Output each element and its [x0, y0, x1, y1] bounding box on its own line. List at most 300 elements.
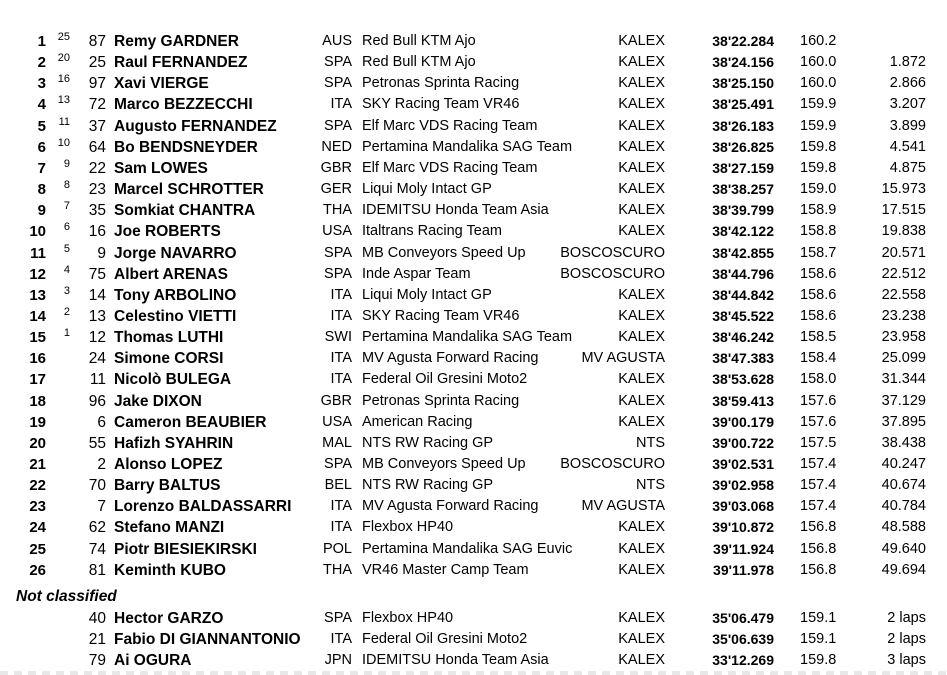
rider-number-cell: 11 [89, 371, 106, 388]
position-cell: 24 [29, 519, 46, 536]
nation-cell: USA [322, 223, 352, 239]
not-classified-row [0, 608, 947, 629]
points-cell: 7 [63, 200, 70, 212]
team-cell: Petronas Sprinta Racing [362, 393, 520, 409]
team-cell: Petronas Sprinta Racing [362, 75, 520, 91]
rider-number-cell: 37 [88, 118, 106, 135]
gap-cell: 3 laps [887, 652, 926, 668]
speed-cell: 157.6 [800, 414, 837, 430]
rider-name-cell: Barry BALTUS [114, 477, 221, 494]
result-row [0, 31, 947, 52]
speed-cell: 160.2 [800, 33, 837, 49]
rider-number-cell: 62 [88, 519, 106, 536]
manufacturer-cell: MV AGUSTA [581, 498, 665, 514]
rider-name-cell: Raul FERNANDEZ [114, 54, 248, 71]
rider-name-cell: Hector GARZO [114, 610, 224, 627]
race-time-cell: 38'59.413 [712, 393, 774, 409]
result-row [0, 475, 947, 496]
gap-cell: 4.541 [889, 139, 926, 155]
speed-cell: 159.0 [800, 181, 837, 197]
position-cell: 22 [29, 477, 46, 494]
points-cell: 9 [63, 158, 70, 170]
rider-name-cell: Thomas LUTHI [114, 329, 224, 346]
result-row [0, 179, 947, 200]
nation-cell: SPA [324, 118, 352, 134]
race-time-cell: 38'44.842 [712, 287, 774, 303]
rider-name-cell: Jake DIXON [114, 393, 202, 410]
result-row [0, 369, 947, 390]
result-row [0, 412, 947, 433]
speed-cell: 158.4 [800, 350, 837, 366]
gap-cell: 1.872 [889, 54, 926, 70]
result-row [0, 560, 947, 581]
rider-name-cell: Somkiat CHANTRA [114, 202, 256, 219]
rider-number-cell: 64 [88, 139, 106, 156]
nation-cell: ITA [330, 96, 352, 112]
nation-cell: SPA [324, 245, 352, 261]
gap-cell: 22.558 [881, 287, 926, 303]
gap-cell: 23.958 [881, 329, 926, 345]
speed-cell: 156.8 [800, 519, 837, 535]
points-cell: 8 [63, 179, 70, 191]
result-row [0, 454, 947, 475]
rider-name-cell: Remy GARDNER [114, 33, 239, 50]
points-cell: 11 [58, 116, 70, 128]
manufacturer-cell: KALEX [618, 329, 665, 345]
team-cell: Italtrans Racing Team [362, 223, 502, 239]
team-cell: SKY Racing Team VR46 [362, 308, 520, 324]
gap-cell: 3.207 [889, 96, 926, 112]
race-time-cell: 38'47.383 [712, 350, 774, 366]
nation-cell: THA [323, 562, 352, 578]
manufacturer-cell: KALEX [618, 202, 665, 218]
rider-name-cell: Alonso LOPEZ [114, 456, 223, 473]
points-cell: 13 [57, 94, 70, 106]
gap-cell: 37.895 [881, 414, 926, 430]
points-cell: 16 [57, 73, 70, 85]
rider-number-cell: 23 [88, 181, 106, 198]
nation-cell: BEL [324, 477, 352, 493]
position-cell: 19 [29, 414, 46, 431]
speed-cell: 157.5 [800, 435, 837, 451]
race-time-cell: 39'11.978 [713, 562, 774, 578]
race-time-cell: 38'22.284 [712, 33, 774, 49]
result-row [0, 391, 947, 412]
rider-number-cell: 13 [88, 308, 106, 325]
speed-cell: 157.4 [800, 456, 837, 472]
manufacturer-cell: KALEX [618, 371, 665, 387]
nation-cell: THA [323, 202, 352, 218]
rider-number-cell: 75 [88, 266, 106, 283]
result-row [0, 327, 947, 348]
position-cell: 21 [29, 456, 46, 473]
rider-number-cell: 16 [88, 223, 106, 240]
result-row [0, 52, 947, 73]
rider-name-cell: Simone CORSI [114, 350, 224, 367]
team-cell: VR46 Master Camp Team [362, 562, 529, 578]
rider-name-cell: Stefano MANZI [114, 519, 225, 536]
not-classified-row [0, 650, 947, 671]
rider-number-cell: 12 [88, 329, 106, 346]
result-row [0, 73, 947, 94]
result-row [0, 285, 947, 306]
points-cell: 20 [57, 52, 70, 64]
rider-name-cell: Fabio DI GIANNANTONIO [114, 631, 301, 648]
speed-cell: 158.6 [800, 287, 837, 303]
nation-cell: ITA [330, 287, 352, 303]
rider-number-cell: 87 [88, 33, 106, 50]
gap-cell: 22.512 [881, 266, 926, 282]
gap-cell: 49.640 [881, 541, 926, 557]
rider-number-cell: 24 [88, 350, 106, 367]
manufacturer-cell: KALEX [618, 308, 665, 324]
race-time-cell: 38'44.796 [712, 266, 774, 282]
result-row [0, 306, 947, 327]
manufacturer-cell: KALEX [618, 223, 665, 239]
speed-cell: 159.1 [800, 631, 837, 647]
nation-cell: SPA [324, 456, 352, 472]
team-cell: MV Agusta Forward Racing [362, 350, 539, 366]
position-cell: 20 [29, 435, 46, 452]
rider-name-cell: Celestino VIETTI [114, 308, 237, 325]
nation-cell: SPA [324, 266, 352, 282]
race-time-cell: 39'10.872 [712, 519, 774, 535]
nation-cell: GBR [320, 160, 352, 176]
speed-cell: 156.8 [800, 562, 837, 578]
position-cell: 3 [37, 75, 46, 92]
position-cell: 2 [37, 54, 46, 71]
manufacturer-cell: KALEX [618, 181, 665, 197]
gap-cell: 3.899 [889, 118, 926, 134]
race-time-cell: 38'26.183 [712, 118, 774, 134]
position-cell: 18 [29, 393, 46, 410]
rider-number-cell: 35 [88, 202, 106, 219]
team-cell: Red Bull KTM Ajo [362, 54, 476, 70]
position-cell: 7 [37, 160, 46, 177]
manufacturer-cell: KALEX [618, 562, 665, 578]
race-time-cell: 38'24.156 [712, 54, 774, 70]
rider-number-cell: 96 [88, 393, 106, 410]
position-cell: 23 [29, 498, 46, 515]
rider-name-cell: Cameron BEAUBIER [114, 414, 267, 431]
nation-cell: ITA [330, 631, 352, 647]
gap-cell: 37.129 [881, 393, 926, 409]
rider-number-cell: 7 [97, 498, 106, 515]
race-time-cell: 33'12.269 [712, 652, 774, 668]
manufacturer-cell: KALEX [618, 33, 665, 49]
position-cell: 4 [37, 96, 46, 113]
team-cell: NTS RW Racing GP [362, 435, 494, 451]
result-row [0, 264, 947, 285]
manufacturer-cell: KALEX [618, 541, 665, 557]
points-cell: 1 [63, 327, 70, 339]
manufacturer-cell: KALEX [618, 54, 665, 70]
team-cell: IDEMITSU Honda Team Asia [362, 202, 549, 218]
rider-number-cell: 97 [88, 75, 106, 92]
position-cell: 17 [29, 371, 46, 388]
position-cell: 10 [29, 223, 46, 240]
result-row [0, 221, 947, 242]
gap-cell: 20.571 [881, 245, 926, 261]
manufacturer-cell: KALEX [618, 393, 665, 409]
nation-cell: AUS [322, 33, 352, 49]
rider-name-cell: Sam LOWES [114, 160, 208, 177]
race-time-cell: 38'27.159 [712, 160, 774, 176]
result-row [0, 137, 947, 158]
speed-cell: 159.8 [800, 652, 837, 668]
result-row [0, 158, 947, 179]
speed-cell: 157.4 [800, 477, 837, 493]
nation-cell: ITA [330, 519, 352, 535]
speed-cell: 159.1 [800, 610, 837, 626]
position-cell: 1 [37, 33, 46, 50]
manufacturer-cell: KALEX [618, 287, 665, 303]
speed-cell: 159.9 [800, 118, 837, 134]
rider-number-cell: 70 [88, 477, 106, 494]
team-cell: Liqui Moly Intact GP [362, 181, 492, 197]
nation-cell: ITA [330, 350, 352, 366]
team-cell: Flexbox HP40 [362, 610, 454, 626]
race-time-cell: 38'38.257 [712, 181, 774, 197]
speed-cell: 156.8 [800, 541, 837, 557]
rider-name-cell: Hafizh SYAHRIN [114, 435, 234, 452]
position-cell: 14 [29, 308, 46, 325]
rider-number-cell: 81 [88, 562, 106, 579]
rider-name-cell: Albert ARENAS [114, 266, 228, 283]
gap-cell: 4.875 [889, 160, 926, 176]
rider-name-cell: Bo BENDSNEYDER [114, 139, 258, 156]
speed-cell: 158.8 [800, 223, 837, 239]
speed-cell: 157.6 [800, 393, 837, 409]
result-row [0, 243, 947, 264]
nation-cell: SPA [324, 54, 352, 70]
nation-cell: ITA [330, 371, 352, 387]
position-cell: 11 [30, 245, 46, 262]
points-cell: 5 [63, 243, 70, 255]
race-time-cell: 39'02.958 [712, 477, 774, 493]
rider-name-cell: Augusto FERNANDEZ [114, 118, 277, 135]
result-row [0, 517, 947, 538]
points-cell: 3 [63, 285, 70, 297]
rider-number-cell: 22 [88, 160, 106, 177]
race-time-cell: 38'46.242 [712, 329, 774, 345]
manufacturer-cell: KALEX [618, 519, 665, 535]
race-time-cell: 39'00.179 [712, 414, 774, 430]
rider-number-cell: 25 [88, 54, 106, 71]
manufacturer-cell: KALEX [618, 610, 665, 626]
team-cell: Elf Marc VDS Racing Team [362, 118, 538, 134]
rider-number-cell: 40 [88, 610, 106, 627]
race-time-cell: 38'42.122 [712, 223, 774, 239]
position-cell: 12 [29, 266, 46, 283]
rider-name-cell: Jorge NAVARRO [114, 245, 237, 262]
gap-cell: 23.238 [881, 308, 926, 324]
rider-name-cell: Ai OGURA [114, 652, 192, 669]
manufacturer-cell: BOSCOSCURO [560, 456, 665, 472]
manufacturer-cell: KALEX [618, 139, 665, 155]
speed-cell: 159.8 [800, 139, 837, 155]
speed-cell: 157.4 [800, 498, 837, 514]
race-time-cell: 38'45.522 [712, 308, 774, 324]
speed-cell: 160.0 [800, 54, 837, 70]
manufacturer-cell: KALEX [618, 75, 665, 91]
race-time-cell: 38'42.855 [712, 245, 774, 261]
race-time-cell: 38'25.491 [712, 96, 774, 112]
result-row [0, 200, 947, 221]
manufacturer-cell: NTS [636, 477, 665, 493]
result-row [0, 433, 947, 454]
manufacturer-cell: KALEX [618, 160, 665, 176]
gap-cell: 17.515 [881, 202, 926, 218]
team-cell: Federal Oil Gresini Moto2 [362, 371, 528, 387]
nation-cell: ITA [330, 498, 352, 514]
team-cell: MB Conveyors Speed Up [362, 245, 526, 261]
cropped-row-edge [0, 671, 947, 675]
gap-cell: 48.588 [881, 519, 926, 535]
team-cell: Red Bull KTM Ajo [362, 33, 476, 49]
team-cell: MB Conveyors Speed Up [362, 456, 526, 472]
team-cell: Inde Aspar Team [362, 266, 471, 282]
nation-cell: ITA [330, 308, 352, 324]
speed-cell: 160.0 [800, 75, 837, 91]
manufacturer-cell: KALEX [618, 414, 665, 430]
race-time-cell: 35'06.639 [712, 631, 774, 647]
manufacturer-cell: KALEX [618, 118, 665, 134]
not-classified-row [0, 629, 947, 650]
team-cell: MV Agusta Forward Racing [362, 498, 539, 514]
speed-cell: 159.8 [800, 160, 837, 176]
race-time-cell: 39'02.531 [712, 456, 774, 472]
result-row [0, 348, 947, 369]
position-cell: 5 [37, 118, 46, 135]
rider-name-cell: Tony ARBOLINO [114, 287, 237, 304]
speed-cell: 158.6 [800, 308, 837, 324]
manufacturer-cell: KALEX [618, 631, 665, 647]
position-cell: 15 [29, 329, 46, 346]
gap-cell: 40.674 [881, 477, 926, 493]
manufacturer-cell: BOSCOSCURO [560, 245, 665, 261]
points-cell: 2 [63, 306, 70, 318]
points-cell: 25 [57, 31, 70, 43]
position-cell: 16 [29, 350, 46, 367]
gap-cell: 19.838 [881, 223, 926, 239]
rider-number-cell: 74 [88, 541, 106, 558]
not-classified-heading: Not classified [16, 588, 117, 605]
rider-name-cell: Nicolò BULEGA [114, 371, 232, 388]
gap-cell: 38.438 [881, 435, 926, 451]
speed-cell: 158.5 [800, 329, 837, 345]
rider-number-cell: 55 [88, 435, 106, 452]
manufacturer-cell: NTS [636, 435, 665, 451]
team-cell: Elf Marc VDS Racing Team [362, 160, 538, 176]
rider-name-cell: Xavi VIERGE [114, 75, 209, 92]
manufacturer-cell: BOSCOSCURO [560, 266, 665, 282]
team-cell: NTS RW Racing GP [362, 477, 494, 493]
points-cell: 6 [63, 221, 70, 233]
gap-cell: 40.784 [881, 498, 926, 514]
rider-number-cell: 6 [97, 414, 106, 431]
rider-name-cell: Lorenzo BALDASSARRI [114, 498, 292, 515]
position-cell: 6 [37, 139, 46, 156]
points-cell: 10 [57, 137, 70, 149]
rider-name-cell: Joe ROBERTS [114, 223, 221, 240]
race-time-cell: 38'25.150 [712, 75, 774, 91]
gap-cell: 15.973 [881, 181, 926, 197]
rider-number-cell: 79 [88, 652, 106, 669]
result-row [0, 116, 947, 137]
nation-cell: GER [320, 181, 352, 197]
gap-cell: 40.247 [881, 456, 926, 472]
team-cell: Pertamina Mandalika SAG Team [362, 139, 573, 155]
team-cell: SKY Racing Team VR46 [362, 96, 520, 112]
nation-cell: NED [321, 139, 352, 155]
rider-number-cell: 2 [97, 456, 106, 473]
rider-number-cell: 9 [97, 245, 106, 262]
speed-cell: 158.7 [800, 245, 837, 261]
race-time-cell: 38'53.628 [712, 371, 774, 387]
nation-cell: MAL [322, 435, 352, 451]
position-cell: 25 [29, 541, 46, 558]
rider-name-cell: Piotr BIESIEKIRSKI [114, 541, 257, 558]
position-cell: 26 [29, 562, 46, 579]
position-cell: 9 [37, 202, 46, 219]
result-row [0, 94, 947, 115]
gap-cell: 2 laps [887, 610, 926, 626]
manufacturer-cell: KALEX [618, 652, 665, 668]
race-time-cell: 39'11.924 [713, 541, 774, 557]
race-time-cell: 38'26.825 [712, 139, 774, 155]
team-cell: Federal Oil Gresini Moto2 [362, 631, 528, 647]
team-cell: IDEMITSU Honda Team Asia [362, 652, 549, 668]
position-cell: 8 [37, 181, 46, 198]
result-row [0, 496, 947, 517]
nation-cell: SWI [324, 329, 352, 345]
race-time-cell: 38'39.799 [712, 202, 774, 218]
nation-cell: SPA [324, 610, 352, 626]
gap-cell: 31.344 [881, 371, 926, 387]
rider-number-cell: 14 [88, 287, 106, 304]
gap-cell: 49.694 [881, 562, 926, 578]
rider-name-cell: Marco BEZZECCHI [114, 96, 253, 113]
position-cell: 13 [29, 287, 46, 304]
race-time-cell: 39'03.068 [712, 498, 774, 514]
nation-cell: SPA [324, 75, 352, 91]
speed-cell: 158.6 [800, 266, 837, 282]
speed-cell: 159.9 [800, 96, 837, 112]
team-cell: Pertamina Mandalika SAG Team [362, 329, 573, 345]
nation-cell: JPN [324, 652, 352, 668]
team-cell: Flexbox HP40 [362, 519, 454, 535]
rider-name-cell: Keminth KUBO [114, 562, 226, 579]
gap-cell: 2 laps [887, 631, 926, 647]
manufacturer-cell: MV AGUSTA [581, 350, 665, 366]
result-row [0, 539, 947, 560]
nation-cell: USA [322, 414, 352, 430]
race-time-cell: 39'00.722 [712, 435, 774, 451]
nation-cell: POL [322, 541, 352, 557]
team-cell: American Racing [362, 414, 473, 430]
gap-cell: 2.866 [889, 75, 926, 91]
team-cell: Pertamina Mandalika SAG Euvic [362, 541, 573, 557]
points-cell: 4 [63, 264, 70, 276]
manufacturer-cell: KALEX [618, 96, 665, 112]
rider-name-cell: Marcel SCHROTTER [114, 181, 264, 198]
speed-cell: 158.9 [800, 202, 837, 218]
nation-cell: GBR [320, 393, 352, 409]
rider-number-cell: 72 [88, 96, 106, 113]
race-time-cell: 35'06.479 [712, 610, 774, 626]
speed-cell: 158.0 [800, 371, 837, 387]
